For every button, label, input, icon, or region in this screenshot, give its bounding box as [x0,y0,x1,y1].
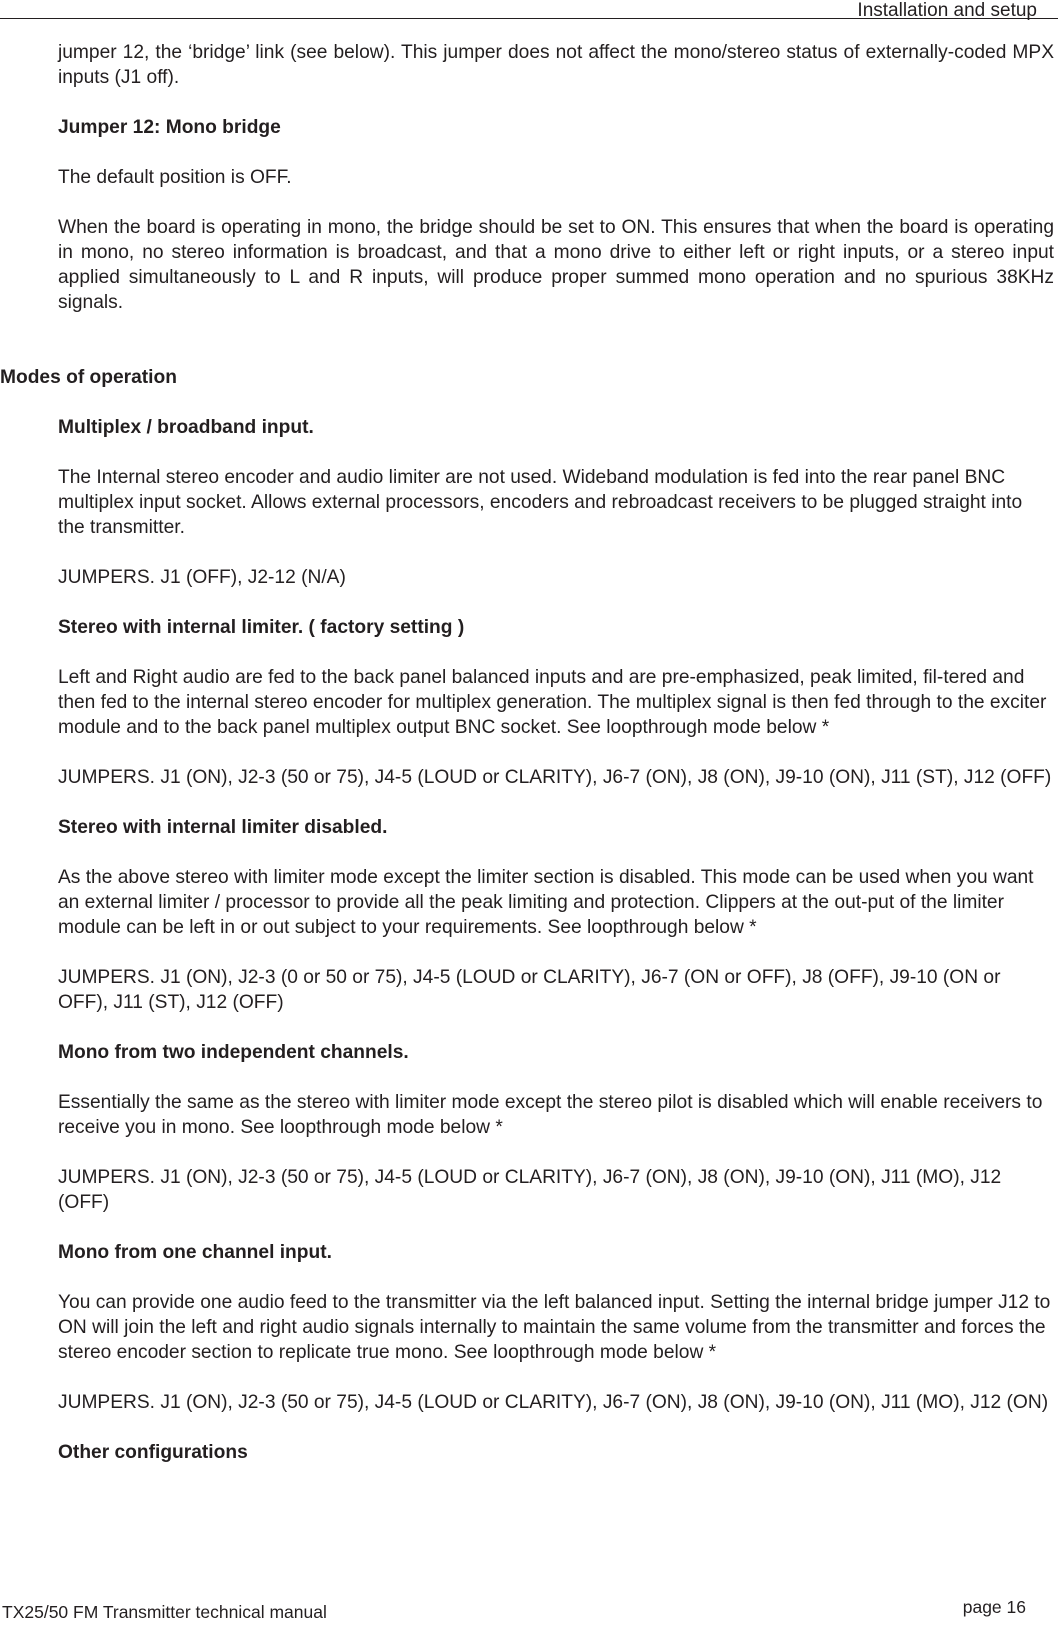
stereo-limiter-jumpers: JUMPERS. J1 (ON), J2-3 (50 or 75), J4-5 (LOUD or CLARITY), J6-7 (ON), J8 (ON), J9-10 (ON), J11 (ST), J12 (OFF) [58,767,1052,788]
stereo-no-limiter-description: As the above stereo with limiter mode except the limiter section is disabled. This mode can be used when you want an external limiter / processor to provide all the peak limiting and protection. Clippers at the out-put of the limiter module can be left in or out subject to your requirements. See loopthrough below * [58,867,1034,938]
stereo-limiter-heading: Stereo with internal limiter. ( factory setting ) [58,617,465,638]
mono-two-channels-heading: Mono from two independent channels. [58,1042,409,1063]
stereo-no-limiter-jumpers: JUMPERS. J1 (ON), J2-3 (0 or 50 or 75), J4-5 (LOUD or CLARITY), J6-7 (ON or OFF), J8 (OFF), J9-10 (ON or OFF), J11 (ST), J12 (OFF) [58,967,1001,1013]
stereo-limiter-description: Left and Right audio are fed to the back panel balanced inputs and are pre-emphasized, peak limited, fil-tered and then fed to the internal stereo encoder for multiplex generation. The multiplex signal is then fed through to the exciter module and to the back panel multiplex output BNC socket. See loopthrough mode below * [58,667,1047,738]
mono-two-channels-description: Essentially the same as the stereo with limiter mode except the stereo pilot is disabled which will enable receivers to receive you in mono. See loopthrough mode below * [58,1092,1043,1138]
jumper12-default-text: The default position is OFF. [58,167,292,188]
header-divider [0,18,1058,19]
multiplex-input-description: The Internal stereo encoder and audio limiter are not used. Wideband modulation is fed into the rear panel BNC multiplex input socket. Allows external processors, encoders and rebroadcast receivers to be plugged straight into the transmitter. [58,467,1023,538]
mono-two-channels-jumpers: JUMPERS. J1 (ON), J2-3 (50 or 75), J4-5 (LOUD or CLARITY), J6-7 (ON), J8 (ON), J9-10 (ON), J11 (MO), J12 (OFF) [58,1167,1002,1213]
mono-one-channel-jumpers: JUMPERS. J1 (ON), J2-3 (50 or 75), J4-5 (LOUD or CLARITY), J6-7 (ON), J8 (ON), J9-10 (ON), J11 (MO), J12 (ON) [58,1392,1049,1413]
section-title: Installation and setup [857,0,1037,21]
modes-of-operation-heading: Modes of operation [0,367,177,388]
intro-paragraph: jumper 12, the ‘bridge’ link (see below). This jumper does not affect the mono/stereo status of externally-coded MPX inputs (J1 off). [58,42,1054,88]
other-configurations-heading: Other configurations [58,1442,248,1463]
multiplex-input-jumpers: JUMPERS. J1 (OFF), J2-12 (N/A) [58,567,346,588]
mono-one-channel-heading: Mono from one channel input. [58,1242,332,1263]
page-number: page 16 [962,1597,1026,1617]
manual-title: TX25/50 FM Transmitter technical manual [2,1602,327,1622]
jumper12-heading: Jumper 12: Mono bridge [58,117,281,138]
stereo-no-limiter-heading: Stereo with internal limiter disabled. [58,817,388,838]
multiplex-input-heading: Multiplex / broadband input. [58,417,314,438]
page-content [0,40,1054,1490]
jumper12-description: When the board is operating in mono, the bridge should be set to ON. This ensures that when the board is operating in mono, no stereo information is broadcast, and that a mono drive to either left or right inputs, or a stereo input applied simultaneously to L and R inputs, will produce proper summed mono operation and no spurious 38KHz signals. [58,217,1054,313]
mono-one-channel-description: You can provide one audio feed to the transmitter via the left balanced input. Setting the internal bridge jumper J12 to ON will join the left and right audio signals internally to maintain the same volume from the transmitter and forces the stereo encoder section to replicate true mono. See loopthrough mode below * [58,1292,1051,1363]
